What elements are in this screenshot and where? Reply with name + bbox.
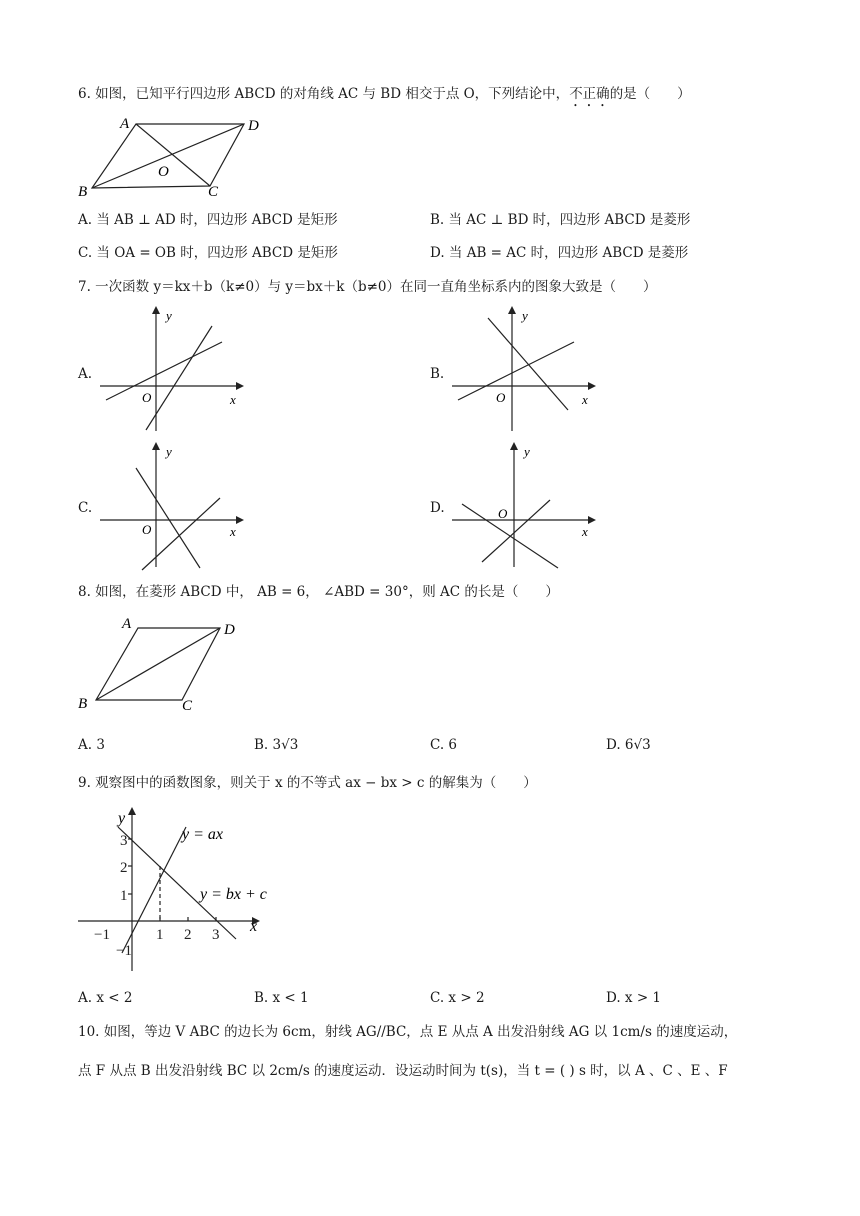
q7-graph-c [96,442,256,572]
q9-x-tick-1: 1 [156,927,164,943]
q6-label-o: O [158,164,169,180]
q9-stem: 9. 观察图中的函数图象，则关于 x 的不等式 ax − bx > c 的解集为（ ） [78,775,537,791]
q7-graph-b [448,306,608,436]
q7-graph-a [96,306,256,436]
q9-graph [76,805,276,975]
q9-option-a: A. x < 2 [78,990,133,1006]
q8-label-d: D [224,622,235,638]
q10-line1: 10. 如图，等边 V ABC 的边长为 6cm，射线 AG//BC，点 E 从点 A 出发沿射线 AG 以 1cm/s 的速度运动， [78,1024,738,1040]
q9-line1-label: y = ax [182,826,223,843]
q8-label-b: B [78,696,88,712]
q7c-x-label: x [230,524,236,539]
q8-option-c: C. 6 [430,737,458,753]
q8-label-c: C [182,698,193,712]
q8-stem: 8. 如图，在菱形 ABCD 中， AB = 6， ∠ABD = 30°，则 AC 的长是（ ） [78,584,559,600]
q8-option-a: A. 3 [78,737,105,753]
q9-x-axis-label: x [250,918,258,935]
q7d-y-label: y [524,444,530,459]
q6-option-b: B. 当 AC ⊥ BD 时，四边形 ABCD 是菱形 [430,212,691,228]
q6-label-d: D [248,118,259,134]
q9-x-tick-2: 2 [184,927,192,943]
q7d-x-label: x [582,524,588,539]
q8-option-d: D. 6√3 [606,737,651,753]
q7a-y-label: y [166,308,172,323]
q10-line2: 点 F 从点 B 出发沿射线 BC 以 2cm/s 的速度运动．设运动时间为 t(s)，当 t = ( ) s 时，以 A 、C 、E 、F [78,1063,728,1079]
q9-x-tick-3: 3 [212,927,220,943]
q9-option-b: B. x < 1 [254,990,309,1006]
q9-x-tick-neg1: −1 [94,927,110,943]
q9-y-tick-1: 1 [120,888,128,904]
q7-option-a-letter: A. [78,366,93,382]
q7-option-b-letter: B. [430,366,445,382]
q7-option-d-letter: D. [430,500,445,516]
q9-option-c: C. x > 2 [430,990,485,1006]
q7-option-c-letter: C. [78,500,93,516]
q7d-origin-label: O [498,506,508,521]
q9-y-axis-label: y [118,810,126,827]
q7c-origin-label: O [142,522,152,537]
q9-y-tick-2: 2 [120,860,128,876]
q6-option-a: A. 当 AB ⊥ AD 时，四边形 ABCD 是矩形 [78,212,338,228]
q7a-origin-label: O [142,390,152,405]
q7-stem: 7. 一次函数 y＝kx＋b（k≠0）与 y＝bx＋k（b≠0）在同一直角坐标系内的图象大致是（ ） [78,279,657,295]
q8-label-a: A [122,616,132,632]
q6-stem: 6. 如图，已知平行四边形 ABCD 的对角线 AC 与 BD 相交于点 O，下列结论中，不正确的是（ ） [78,86,691,102]
q9-option-d: D. x > 1 [606,990,662,1006]
q6-label-c: C [208,184,219,200]
q7b-origin-label: O [496,390,506,405]
q6-figure [74,110,274,200]
q9-y-tick-3: 3 [120,833,128,849]
q7b-x-label: x [582,392,588,407]
q7-graph-d [448,442,608,572]
q7b-y-label: y [522,308,528,323]
q7c-y-label: y [166,444,172,459]
q8-figure [74,612,254,712]
q6-option-d: D. 当 AB = AC 时，四边形 ABCD 是菱形 [430,245,689,261]
q9-line2-label: y = bx + c [200,886,267,903]
q7a-x-label: x [230,392,236,407]
q8-option-b: B. 3√3 [254,737,299,753]
q6-label-a: A [120,116,130,132]
q9-y-tick-neg1: −1 [116,943,132,959]
q6-emphasis: 不正确 [569,86,610,102]
q6-option-c: C. 当 OA = OB 时，四边形 ABCD 是矩形 [78,245,338,261]
q6-label-b: B [78,184,88,200]
